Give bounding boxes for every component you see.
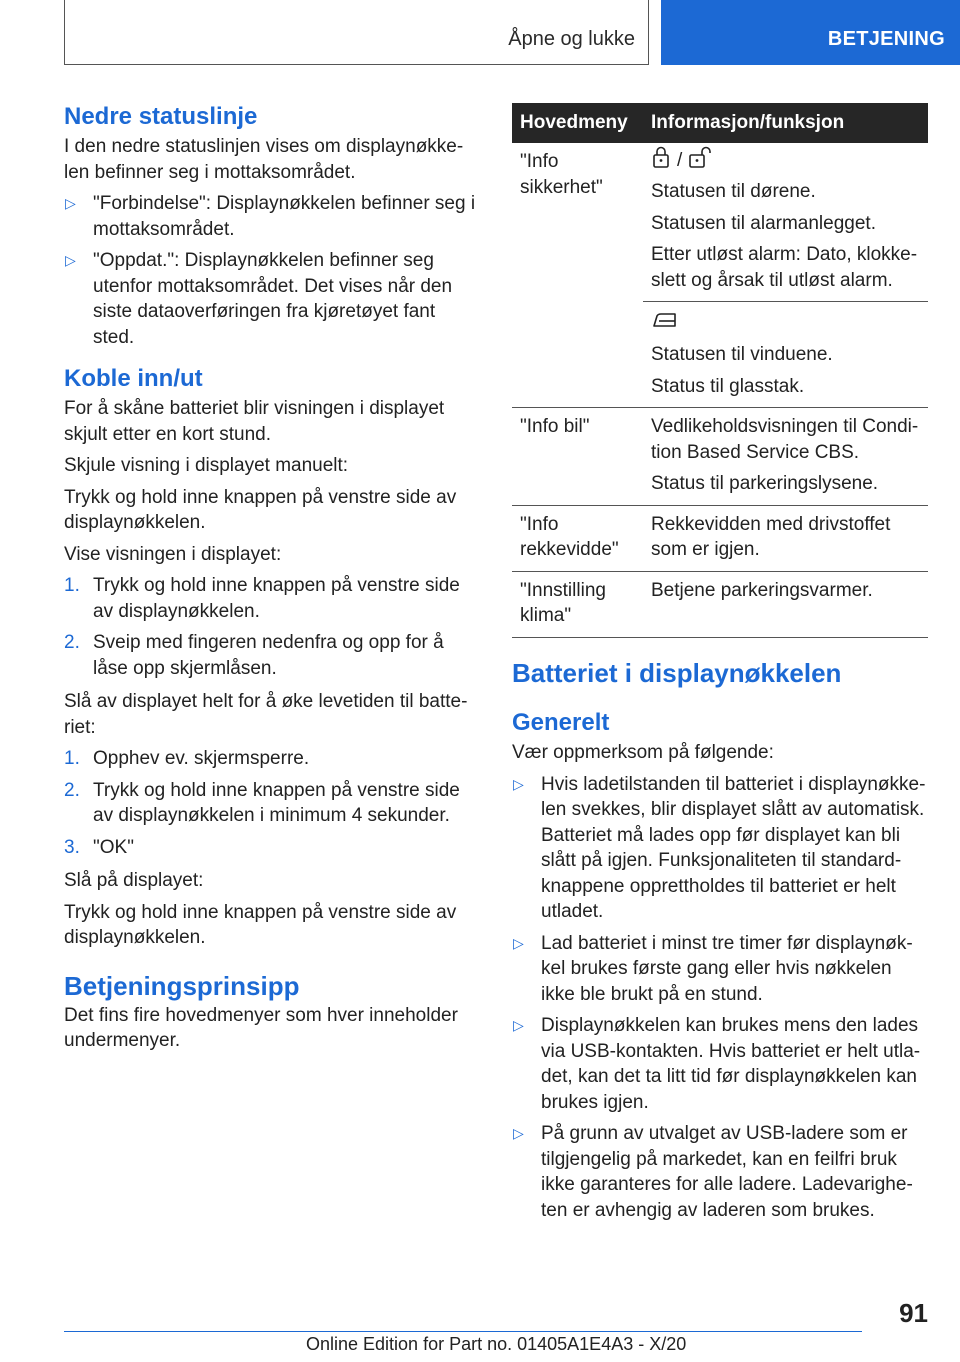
battery-section xyxy=(512,656,928,1231)
table-cell-menu: "Innstilling klima" xyxy=(512,571,643,637)
paragraph: Vise visningen i displayet: xyxy=(64,543,282,565)
table-cell-menu: "Info rekkevidde" xyxy=(512,505,643,571)
padlock-closed-icon xyxy=(651,145,671,177)
list-item: ▷ Displaynøkkelen kan brukes mens den lades via USB-kontakten. Hvis batteriet er helt utla-det, kan det ta litt tid før displaynøkkelen kan brukes igjen. xyxy=(513,1015,921,1113)
table-cell-menu: "Info sikkerhet" xyxy=(512,143,643,408)
triangle-bullet-icon: ▷ xyxy=(513,1017,524,1033)
list-item: 1. Trykk og hold inne knappen på venstre side av displaynøkkelen. xyxy=(64,575,460,622)
table-cell-info: Vedlikeholdsvisningen til Condi-tion Based Service CBS. Status til parkeringslysene. xyxy=(643,408,928,506)
off-steps-list xyxy=(64,746,479,860)
paragraph: Slå på displayet: xyxy=(64,870,204,891)
page-number: 91 xyxy=(899,1298,928,1328)
table-cell-info: / Statusen til dørene. Statusen til alarmanlegget. Etter utløst alarm: Dato, klokke-slett og årsak til utløst alarm. xyxy=(643,143,928,302)
paragraph: Trykk og hold inne knappen på venstre side av displaynøkkelen. xyxy=(64,486,457,533)
battery-heading: Batteriet i displaynøkkelen xyxy=(512,658,842,688)
header-chapter-tab xyxy=(661,0,960,65)
list-item: 3. "OK" xyxy=(64,836,134,858)
triangle-bullet-icon: ▷ xyxy=(513,1125,524,1141)
status-heading: Nedre statuslinje xyxy=(64,103,258,130)
paragraph: Det fins fire hovedmenyer som hver inneholder undermenyer. xyxy=(64,1004,458,1051)
triangle-bullet-icon: ▷ xyxy=(513,934,524,951)
car-window-icon xyxy=(651,310,679,338)
list-item: 2. Trykk og hold inne knappen på venstre side av displaynøkkelen i minimum 4 sekunder. xyxy=(64,779,460,826)
show-steps-list xyxy=(64,573,479,681)
padlock-open-icon xyxy=(688,145,716,177)
list-item: 1. Opphev ev. skjermsperre. xyxy=(64,748,310,769)
header-chapter-label: BETJENING xyxy=(827,28,945,50)
principle-heading: Betjeningsprinsipp xyxy=(64,970,300,1001)
paragraph: Skjule visning i displayet manuelt: xyxy=(64,455,349,476)
triangle-bullet-icon: ▷ xyxy=(513,775,524,792)
status-intro: I den nedre statuslinjen vises om displaynøkke-len befinner seg i mottaksområdet. xyxy=(64,136,464,183)
table-cell-info: Betjene parkeringsvarmer. xyxy=(643,571,928,637)
list-item: ▷ Lad batteriet i minst tre timer før displaynøk-kel brukes første gang eller hvis nøkkelen ikke ble brukt på en stund. xyxy=(513,932,913,1005)
onoff-heading: Koble inn/ut xyxy=(64,365,203,392)
list-item: ▷ "Forbindelse": Displaynøkkelen befinner seg i mottaksområdet. xyxy=(65,193,476,240)
table-cell-info: Rekkevidden med drivstoffet som er igjen. xyxy=(643,505,928,571)
table-row xyxy=(512,505,928,571)
triangle-bullet-icon: ▷ xyxy=(65,195,76,211)
paragraph: Slå av displayet helt for å øke levetiden til batte-riet: xyxy=(64,691,468,738)
footer-divider xyxy=(64,1331,862,1332)
general-heading: Generelt xyxy=(512,709,610,736)
list-item: ▷ "Oppdat.": Displaynøkkelen befinner seg utenfor mottaksområdet. Det vises når den siste dataoverføringen fra kjøretøyet fant sted. xyxy=(65,250,453,348)
battery-list xyxy=(512,772,928,1224)
table-cell-info: Statusen til vinduene. Status til glasstak. xyxy=(643,302,928,408)
menu-table xyxy=(512,103,928,638)
general-intro: Vær oppmerksom på følgende: xyxy=(512,742,774,763)
paragraph: Trykk og hold inne knappen på venstre side av displaynøkkelen. xyxy=(64,901,457,948)
header-section-title: Åpne og lukke xyxy=(508,28,635,50)
table-row xyxy=(512,571,928,637)
paragraph: For å skåne batteriet blir visningen i displayet skjult etter en kort stund. xyxy=(64,398,445,445)
icon-separator: / xyxy=(677,150,683,172)
footer-edition: Online Edition for Part no. 01405A1E4A3 - X/20 xyxy=(306,1334,687,1354)
table-cell-menu: "Info bil" xyxy=(512,408,643,506)
table-row xyxy=(512,408,928,506)
list-item: 2. Sveip med fingeren nedenfra og opp for å låse opp skjermlåsen. xyxy=(64,632,444,679)
menu-table-wrap xyxy=(512,103,928,638)
table-row xyxy=(512,143,928,302)
triangle-bullet-icon: ▷ xyxy=(65,252,76,268)
left-column xyxy=(64,102,479,1060)
list-item: ▷ Hvis ladetilstanden til batteriet i displaynøkke-len svekkes, blir displayet slått av automatisk. Batteriet må lades opp før displayet kan bli slått på igjen. Funksjonaliteten til standard-knappene opprettholdes til batteriet er helt utladet. xyxy=(513,773,926,922)
status-list xyxy=(64,191,479,350)
list-item: ▷ På grunn av utvalget av USB-ladere som er tilgjengelig på markedet, kan en feilfri bruk ikke garanteres for alle ladere. Ladevarighe-ten er avhengig av laderen som brukes. xyxy=(513,1123,913,1221)
column-header-info: Informasjon/funksjon xyxy=(643,103,928,143)
column-header-menu: Hovedmeny xyxy=(512,103,643,143)
